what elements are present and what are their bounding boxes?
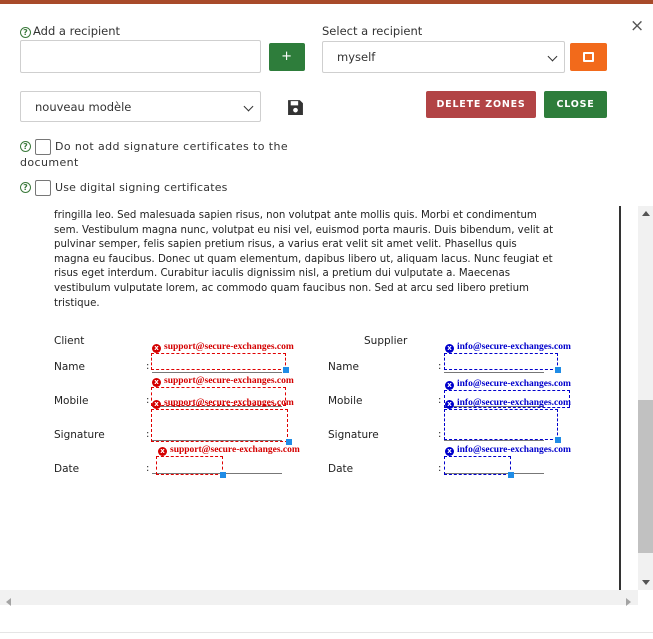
client-date-zone[interactable] xyxy=(156,456,223,475)
remove-zone-icon[interactable]: x xyxy=(445,400,454,409)
supplier-name-label: Name xyxy=(328,361,359,373)
modal-footer-divider xyxy=(0,632,653,633)
save-disk-icon[interactable] xyxy=(287,99,304,116)
remove-zone-icon[interactable]: x xyxy=(152,378,161,387)
supplier-zone-email: info@secure-exchanges.com xyxy=(457,398,571,408)
expand-button[interactable] xyxy=(570,43,607,71)
add-recipient-input[interactable] xyxy=(20,40,261,73)
scroll-right-icon[interactable] xyxy=(626,598,631,606)
help-icon[interactable]: ? xyxy=(20,27,31,38)
colon: : xyxy=(146,361,150,372)
supplier-date-zone[interactable] xyxy=(444,456,511,475)
digital-certificates-label: Use digital signing certificates xyxy=(55,181,228,194)
client-zone-tag[interactable] xyxy=(152,376,294,387)
supplier-zone-tag[interactable] xyxy=(445,445,571,456)
remove-zone-icon[interactable]: x xyxy=(445,344,454,353)
add-recipient-button[interactable]: + xyxy=(269,43,305,71)
client-zone-email: support@secure-exchanges.com xyxy=(164,376,294,386)
no-certificates-checkbox[interactable] xyxy=(35,139,51,155)
help-icon[interactable]: ? xyxy=(20,141,31,152)
colon: : xyxy=(146,429,150,440)
supplier-heading: Supplier xyxy=(364,335,408,347)
client-name-zone[interactable] xyxy=(151,353,286,370)
chevron-down-icon xyxy=(548,52,558,62)
supplier-name-zone[interactable] xyxy=(444,353,558,370)
remove-zone-icon[interactable]: x xyxy=(158,447,167,456)
vertical-scrollbar-thumb[interactable] xyxy=(638,400,653,553)
select-recipient-label: Select a recipient xyxy=(322,24,423,38)
document-paragraph: fringilla leo. Sed malesuada sapien risus, non volutpat ante mollis quis. Morbi et condimentum sem. Vestibulum magna nunc, volutpat eu nisi vel, euismod porta mauris. Duis bibendum, velit at pulvinar semper, felis sapien pretium risus, a varius erat velit sit amet velit. Phasellus quis magna eu faucibus. Donec ut quam elementum, dapibus libero ut, aliquam lacus. Nunc feugiat et risus eget interdum. Curabitur iaculis dignissim nisl, a pretium dui vulputate a. Maecenas vestibulum vulputate lorem, ac commodo quam faucibus non. Sed at arcu sed libero pretium tristique. xyxy=(54,210,554,309)
select-recipient-value: myself xyxy=(337,50,376,64)
client-signature-label: Signature xyxy=(54,429,105,441)
supplier-zone-tag[interactable] xyxy=(445,342,571,353)
scroll-left-icon[interactable] xyxy=(6,598,11,606)
client-date-label: Date xyxy=(54,463,80,475)
client-zone-email: support@secure-exchanges.com xyxy=(164,398,294,408)
supplier-mobile-label: Mobile xyxy=(328,395,363,407)
supplier-date-label: Date xyxy=(328,463,354,475)
delete-zones-button[interactable]: DELETE ZONES xyxy=(426,91,536,118)
add-recipient-label-text: Add a recipient xyxy=(33,24,121,38)
resize-handle-icon[interactable] xyxy=(220,472,226,478)
remove-zone-icon[interactable]: x xyxy=(152,400,161,409)
add-recipient-label xyxy=(20,24,120,38)
supplier-zone-tag[interactable] xyxy=(445,379,571,390)
resize-handle-icon[interactable] xyxy=(555,367,561,373)
client-zone-tag[interactable] xyxy=(158,445,300,456)
client-zone-tag[interactable] xyxy=(152,398,294,409)
scroll-down-icon[interactable] xyxy=(642,580,650,585)
supplier-zone-tag[interactable] xyxy=(445,398,571,409)
document-page-edge xyxy=(619,206,621,590)
colon: : xyxy=(146,395,150,406)
remove-zone-icon[interactable]: x xyxy=(152,344,161,353)
supplier-signature-zone[interactable] xyxy=(444,409,558,440)
help-icon[interactable]: ? xyxy=(20,182,31,193)
resize-handle-icon[interactable] xyxy=(508,472,514,478)
document-preview[interactable] xyxy=(0,206,620,590)
client-zone-email: support@secure-exchanges.com xyxy=(170,445,300,455)
client-heading: Client xyxy=(54,335,85,347)
client-mobile-label: Mobile xyxy=(54,395,89,407)
template-dropdown[interactable] xyxy=(20,91,261,122)
client-zone-email: support@secure-exchanges.com xyxy=(164,342,294,352)
supplier-name-line xyxy=(444,372,544,373)
remove-zone-icon[interactable]: x xyxy=(445,381,454,390)
colon: : xyxy=(438,429,442,440)
close-icon[interactable]: × xyxy=(630,16,645,36)
colon: : xyxy=(438,361,442,372)
resize-handle-icon[interactable] xyxy=(555,437,561,443)
supplier-signature-line xyxy=(444,440,544,441)
client-name-line xyxy=(152,372,282,373)
no-certificates-label: Do not add signature certificates to the xyxy=(55,140,289,153)
horizontal-scrollbar[interactable] xyxy=(0,590,638,605)
colon: : xyxy=(438,463,442,474)
colon: : xyxy=(146,463,150,474)
client-name-label: Name xyxy=(54,361,85,373)
expand-icon xyxy=(583,52,594,62)
template-value: nouveau modèle xyxy=(35,100,132,114)
supplier-zone-email: info@secure-exchanges.com xyxy=(457,342,571,352)
supplier-signature-label: Signature xyxy=(328,429,379,441)
colon: : xyxy=(438,395,442,406)
client-zone-tag[interactable] xyxy=(152,342,294,353)
close-button[interactable]: CLOSE xyxy=(544,91,607,118)
select-recipient-dropdown[interactable] xyxy=(322,41,565,73)
no-certificates-label-line2: document xyxy=(20,156,79,169)
chevron-down-icon xyxy=(244,102,254,112)
remove-zone-icon[interactable]: x xyxy=(445,447,454,456)
supplier-zone-email: info@secure-exchanges.com xyxy=(457,379,571,389)
resize-handle-icon[interactable] xyxy=(283,367,289,373)
supplier-zone-email: info@secure-exchanges.com xyxy=(457,445,571,455)
scroll-up-icon[interactable] xyxy=(642,211,650,216)
digital-certificates-checkbox[interactable] xyxy=(35,180,51,196)
client-signature-zone[interactable] xyxy=(151,409,288,442)
